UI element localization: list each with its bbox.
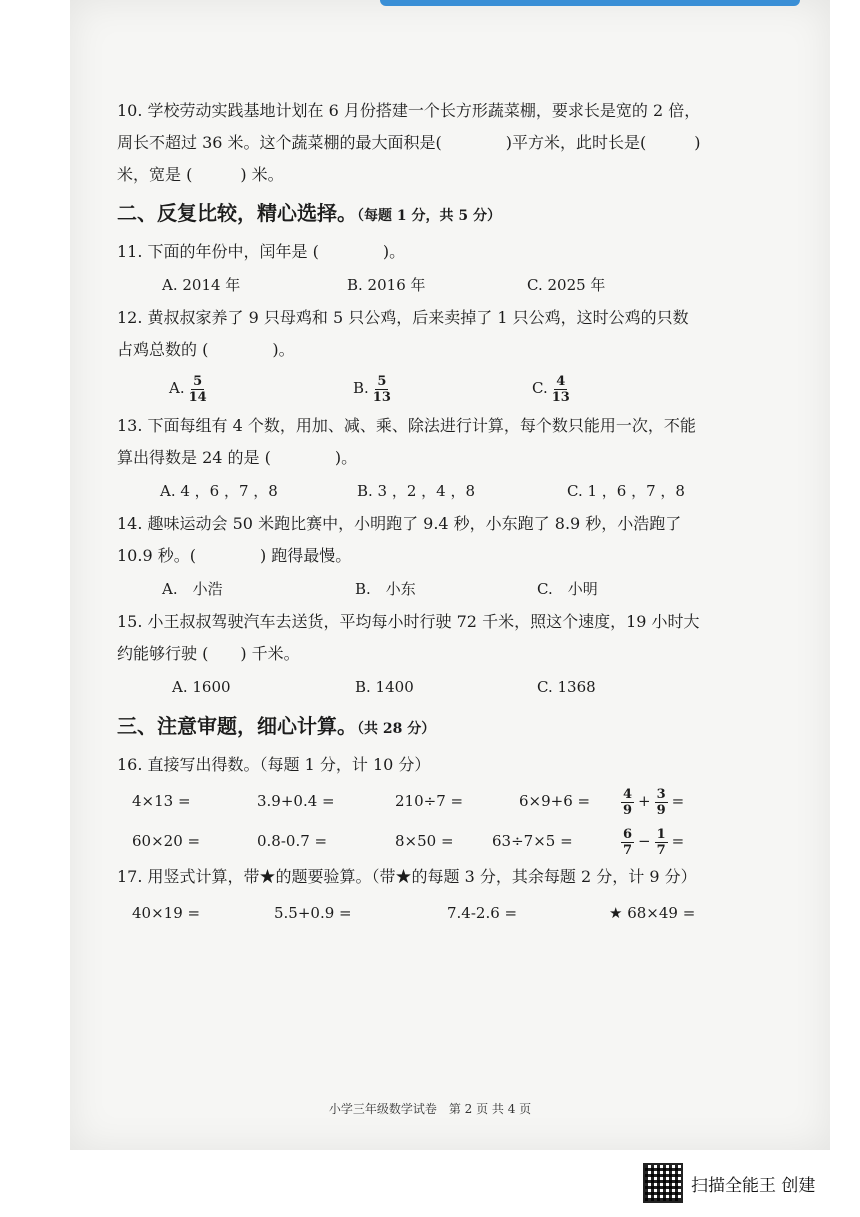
q12-line2: 占鸡总数的 ( )。 [117, 340, 295, 359]
fraction [373, 374, 391, 405]
q17-row [117, 893, 757, 933]
exam-content [117, 95, 757, 933]
denominator: 13 [551, 389, 570, 405]
q16-r1c2: 3.9+0.4 = [257, 792, 335, 810]
q16-r1c3: 210÷7 = [395, 792, 464, 810]
q14-option-c: C. 小明 [537, 580, 598, 598]
fraction [655, 827, 668, 858]
q17-c1: 40×19 = [132, 904, 201, 922]
q16-r1c5 [617, 781, 684, 821]
q11-stem: 11. 下面的年份中，闰年是 ( )。 [117, 242, 406, 261]
q11-option-a: A. 2014 年 [162, 276, 241, 294]
q14-option-a: A. 小浩 [162, 580, 223, 598]
q13-options [117, 474, 757, 508]
watermark-text: 扫描全能王 创建 [691, 1175, 816, 1196]
q13-option-c: C. 1 ，6 ，7 ，8 [567, 482, 685, 500]
q10-line1: 10. 学校劳动实践基地计划在 6 月份搭建一个长方形蔬菜棚，要求长是宽的 2 倍， [117, 101, 701, 120]
numerator: 6 [623, 826, 633, 842]
section3-title: 三、注意审题，细心计算。 [117, 714, 357, 738]
q12-b-label: B. [353, 379, 369, 397]
operator: + [638, 792, 651, 810]
q15-option-c: C. 1368 [537, 678, 596, 696]
fraction [621, 787, 634, 818]
q12-c-label: C. [532, 379, 548, 397]
q15-option-a: A. 1600 [172, 678, 231, 696]
fraction [621, 827, 634, 858]
qr-code-icon [643, 1163, 683, 1203]
denominator: 9 [623, 802, 633, 818]
q12-a-label: A. [169, 379, 185, 397]
q13-line2: 算出得数是 24 的是 ( )。 [117, 448, 358, 467]
fraction [552, 374, 570, 405]
q12-option-c [532, 366, 570, 410]
q16-r2c5 [617, 821, 684, 861]
q14-line1: 14. 趣味运动会 50 米跑比赛中，小明跑了 9.4 秒，小东跑了 8.9 秒，小浩跑了 [117, 514, 682, 533]
q15-options [117, 670, 757, 704]
denominator: 13 [372, 389, 391, 405]
q16-row2 [117, 821, 757, 861]
section2-title: 二、反复比较，精心选择。 [117, 201, 357, 225]
equals: = [671, 792, 685, 810]
q16-stem: 16. 直接写出得数。（每题 1 分，计 10 分） [117, 755, 431, 774]
q17-c3: 7.4-2.6 = [447, 904, 518, 922]
q11-options [117, 268, 757, 302]
q17-c2: 5.5+0.9 = [274, 904, 352, 922]
q16-r2c1: 60×20 = [132, 832, 201, 850]
q16-r2c4: 63÷7×5 = [492, 832, 573, 850]
q13-option-a: A. 4 ，6 ，7 ，8 [160, 482, 278, 500]
numerator: 4 [623, 786, 633, 802]
fraction [189, 374, 207, 405]
scanner-watermark [643, 1163, 815, 1203]
q12-options [117, 366, 757, 410]
q16-r2c3: 8×50 = [395, 832, 454, 850]
q13-option-b: B. 3 ，2 ，4 ，8 [357, 482, 476, 500]
page-footer: 小学三年级数学试卷 第 2 页 共 4 页 [328, 1102, 532, 1116]
q11-option-b: B. 2016 年 [347, 276, 426, 294]
section2-heading [117, 193, 757, 236]
q14-line2: 10.9 秒。( ) 跑得最慢。 [117, 546, 352, 565]
scan-edge-bar [380, 0, 800, 6]
q12-line1: 12. 黄叔叔家养了 9 只母鸡和 5 只公鸡，后来卖掉了 1 只公鸡，这时公鸡的只数 [117, 308, 689, 327]
q15-option-b: B. 1400 [355, 678, 414, 696]
numerator: 5 [377, 373, 387, 389]
numerator: 1 [656, 826, 666, 842]
q11-option-c: C. 2025 年 [527, 276, 606, 294]
q14-options [117, 572, 757, 606]
q10-line2: 周长不超过 36 米。这个蔬菜棚的最大面积是( )平方米，此时长是( ) [117, 133, 701, 152]
q16-row1 [117, 781, 757, 821]
numerator: 5 [193, 373, 203, 389]
denominator: 7 [656, 842, 666, 858]
denominator: 9 [656, 802, 666, 818]
numerator: 3 [656, 786, 666, 802]
operator: − [638, 832, 651, 850]
section3-heading [117, 706, 757, 749]
q13-line1: 13. 下面每组有 4 个数，用加、减、乘、除法进行计算，每个数只能用一次，不能 [117, 416, 696, 435]
q17-stem: 17. 用竖式计算，带★的题要验算。（带★的每题 3 分，其余每题 2 分，计 9 分） [117, 867, 697, 886]
q12-option-a [169, 366, 207, 410]
denominator: 7 [623, 842, 633, 858]
denominator: 14 [188, 389, 207, 405]
q16-r1c4: 6×9+6 = [519, 792, 591, 810]
section3-note: （共 28 分） [357, 721, 436, 737]
q10-line3: 米，宽是 ( ) 米。 [117, 165, 284, 184]
q15-line1: 15. 小王叔叔驾驶汽车去送货，平均每小时行驶 72 千米，照这个速度，19 小时大 [117, 612, 700, 631]
q16-r2c2: 0.8-0.7 = [257, 832, 328, 850]
q17-c4: ★ 68×49 = [609, 904, 696, 922]
q12-option-b [353, 366, 391, 410]
equals: = [671, 832, 685, 850]
q15-line2: 约能够行驶 ( ) 千米。 [117, 644, 300, 663]
fraction [655, 787, 668, 818]
q16-r1c1: 4×13 = [132, 792, 191, 810]
numerator: 4 [556, 373, 566, 389]
section2-note: （每题 1 分，共 5 分） [357, 208, 501, 224]
q14-option-b: B. 小东 [355, 580, 416, 598]
